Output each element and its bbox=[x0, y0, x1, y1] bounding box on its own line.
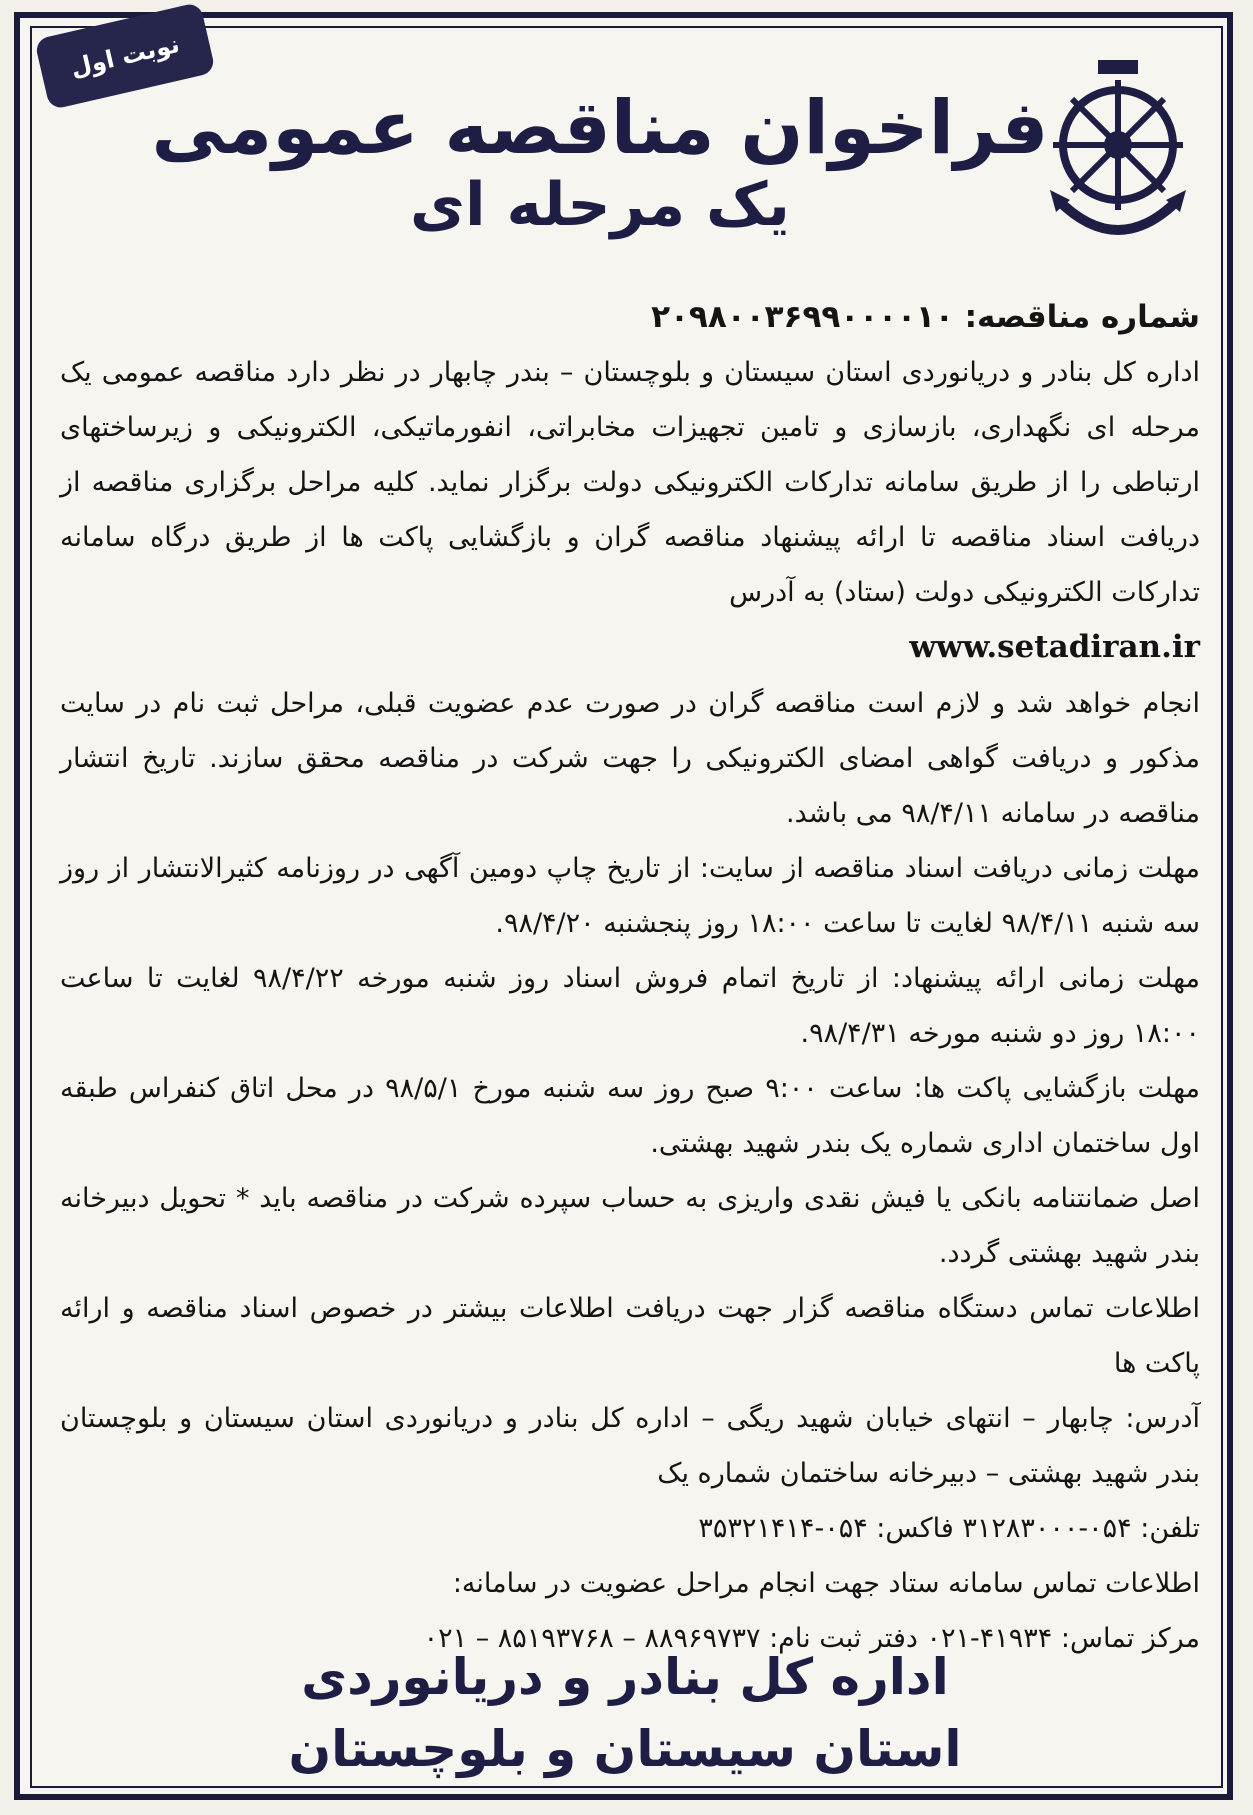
footer-org-line1: اداره کل بنادر و دریانوردی bbox=[301, 1648, 949, 1706]
paragraph-offer-deadline: مهلت زمانی ارائه پیشنهاد: از تاریخ اتمام فروش اسناد روز شنبه مورخه ۹۸/۴/۲۲ لغایت تا ساعت ۱۸:۰۰ روز دو شنبه مورخه ۹۸/۴/۳۱. bbox=[60, 963, 1200, 1049]
paragraph-registration: انجام خواهد شد و لازم است مناقصه گران در صورت عدم عضویت قبلی، مراحل ثبت نام در سایت مذکور و دریافت گواهی امضای الکترونیکی را جهت شرکت در مناقصه محقق سازند. تاریخ انتشار مناقصه در سامانه ۹۸/۴/۱۱ می باشد. bbox=[60, 688, 1200, 829]
paragraph-contact-intro: اطلاعات تماس دستگاه مناقصه گزار جهت دریافت اطلاعات بیشتر در خصوص اسناد مناقصه و ارائه پاکت ها bbox=[60, 1293, 1200, 1379]
paragraph-opening: مهلت بازگشایی پاکت ها: ساعت ۹:۰۰ صبح روز سه شنبه مورخ ۹۸/۵/۱ در محل اتاق کنفراس طبقه اول ساختمان اداری شماره یک بندر شهید بهشتی. bbox=[60, 1073, 1201, 1159]
paragraph-document-deadline: مهلت زمانی دریافت اسناد مناقصه از سایت: از تاریخ چاپ دومین آگهی در روزنامه کثیرالانتشار از روز سه شنبه ۹۸/۴/۱۱ لغایت تا ساعت ۱۸:۰۰ روز پنجشنبه ۹۸/۴/۲۰. bbox=[60, 853, 1200, 939]
paragraph-call-center: مرکز تماس: ۴۱۹۳۴-۰۲۱ دفتر ثبت نام: ۸۸۹۶۹۷۳۷ – ۸۵۱۹۳۷۶۸ – ۰۲۱ bbox=[423, 1623, 1200, 1654]
page-title: فراخوان مناقصه عمومی bbox=[151, 85, 1049, 171]
website-link[interactable] bbox=[60, 620, 1200, 676]
tender-number: شماره مناقصه: ۲۰۹۸۰۰۳۶۹۹۰۰۰۰۱۰ bbox=[651, 299, 1200, 335]
announcement-body bbox=[60, 290, 1200, 1666]
paragraph-guarantee: اصل ضمانتنامه بانکی یا فیش نقدی واریزی به حساب سپرده شرکت در مناقصه باید * تحویل دبیرخانه بندر شهید بهشتی گردد. bbox=[60, 1183, 1200, 1269]
paragraph-setad-contact: اطلاعات تماس سامانه ستاد جهت انجام مراحل عضویت در سامانه: bbox=[452, 1568, 1200, 1599]
anchor-wheel-icon bbox=[1038, 50, 1198, 250]
footer-org-line2: استان سیستان و بلوچستان bbox=[288, 1720, 962, 1778]
website-url[interactable]: www.setadiran.ir bbox=[909, 629, 1200, 665]
round-badge-label: نوبت اول bbox=[67, 29, 183, 83]
paragraph-address: آدرس: چابهار – انتهای خیابان شهید ریگی – اداره کل بنادر و دریانوردی استان سیستان و بلوچستان بندر شهید بهشتی – دبیرخانه ساختمان شماره یک bbox=[60, 1403, 1200, 1489]
paragraph-intro: اداره کل بنادر و دریانوردی استان سیستان و بلوچستان – بندر چابهار در نظر دارد مناقصه عمومی یک مرحله ای نگهداری، بازسازی و تامین تجهیزات مخابراتی، انفورماتیکی، الکترونیکی و زیرساختهای ارتباطی را از طریق سامانه تدارکات الکترونیکی دولت برگزار نماید. کلیه مراحل برگزاری مناقصه از دریافت اسناد مناقصه تا ارائه پیشنهاد مناقصه گران و بازگشایی پاکت ها از طریق درگاه سامانه تدارکات الکترونیکی دولت (ستاد) به آدرس bbox=[60, 357, 1200, 608]
paragraph-phone: تلفن: ۰۵۴-۳۱۲۸۳۰۰۰ فاکس: ۰۵۴-۳۵۳۲۱۴۱۴ bbox=[698, 1513, 1200, 1544]
page-subtitle: یک مرحله ای bbox=[410, 170, 790, 240]
